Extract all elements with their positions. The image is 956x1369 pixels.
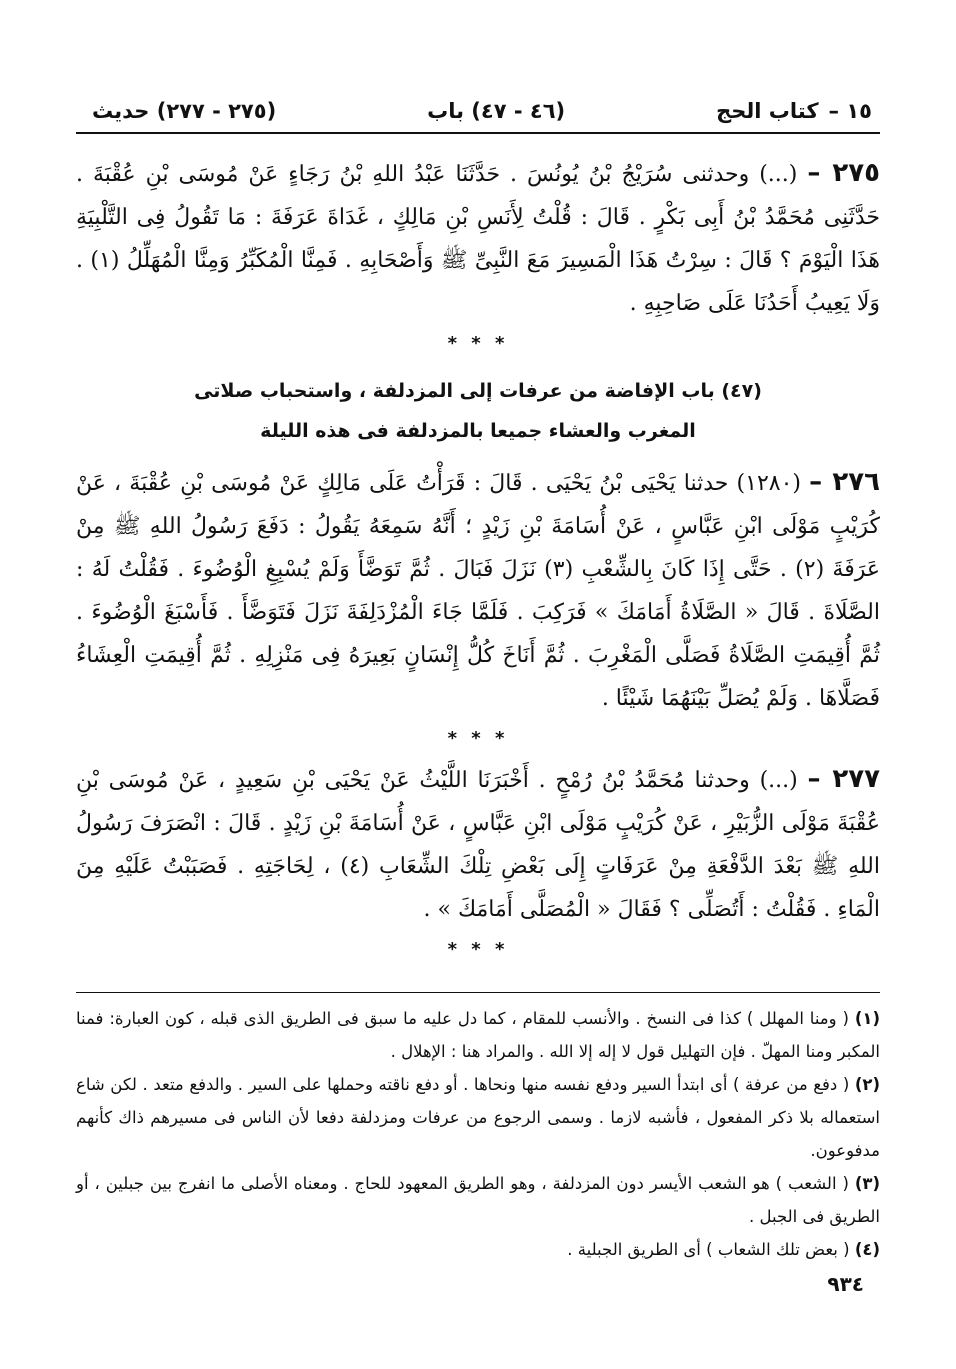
- hadith-text: (...) وحدثنا مُحَمَّدُ بْنُ رُمْحٍ . أَخْبَرَنَا اللَّيْثُ عَنْ يَحْيَى بْنِ سَعِيدٍ ، عَنْ مُوسَى بْنِ عُقْبَةَ مَوْلَى الزُّبَيْرِ ، عَنْ كُرَيْبٍ مَوْلَى ابْنِ عَبَّاسٍ ، عَنْ أُسَامَةَ بْنِ زَيْدٍ . قَالَ : انْصَرَفَ رَسُولُ اللهِ ﷺ بَعْدَ الدَّفْعَةِ مِنْ عَرَفَاتٍ إِلَى بَعْضِ تِلْكَ الشِّعَابِ (٤) ، لِحَاجَتِهِ . فَصَبَبْتُ عَلَيْهِ مِنَ الْمَاءِ . فَقُلْتُ : أَتُصَلِّى ؟ فَقَالَ « الْمُصَلَّى أَمَامَكَ » .: [76, 768, 880, 922]
- hadith-275: [76, 152, 880, 325]
- header-book-title-group: [716, 99, 872, 123]
- footnote-text: ( بعض تلك الشعاب ) أى الطريق الجبلية .: [567, 1240, 850, 1259]
- running-header: [92, 92, 872, 130]
- footnote-label: (٤): [854, 1240, 880, 1259]
- footnote-label: (٣): [854, 1174, 881, 1193]
- footnote-rule: [76, 992, 880, 993]
- chapter-heading-line-2: المغرب والعشاء جميعا بالمزدلفة فى هذه الليلة: [260, 420, 696, 442]
- header-book-title: كتاب الحج: [716, 99, 819, 123]
- header-rule: [76, 132, 880, 134]
- main-text: [76, 152, 880, 969]
- header-hadith-range: (٢٧٥ - ٢٧٧) حديث: [92, 99, 277, 123]
- chapter-heading: [116, 371, 840, 451]
- footnote-label: (١): [854, 1009, 880, 1028]
- hadith-number: ٢٧٦ –: [809, 467, 881, 497]
- hadith-number: ٢٧٧ –: [807, 764, 880, 794]
- footnote-label: (٢): [854, 1075, 880, 1094]
- section-separator: * * *: [447, 333, 509, 354]
- footnote-text: ( دفع من عرفة ) أى ابتدأ السير ودفع نفسه منها ونحاها . أو دفع ناقته وحملها على السير . والدفع متعد . لكن شاع استعماله بلا ذكر المفعول ، فأشبه لازما . وسمى الرجوع من عرفات ومزدلفة دفعا لأن الناس فى مسيرهم ذاك كأنهم مدفوعون.: [76, 1075, 880, 1160]
- footnote: [76, 1233, 880, 1266]
- section-separator: * * *: [447, 728, 509, 749]
- hadith-276: [76, 461, 880, 720]
- footnote: [76, 1068, 880, 1167]
- section-separator: * * *: [447, 939, 509, 960]
- chapter-heading-line-1: (٤٧) باب الإفاضة من عرفات إلى المزدلفة ، واستحباب صلاتى: [194, 380, 762, 402]
- page-number: ٩٣٤: [827, 1272, 864, 1296]
- hadith-text: (...) وحدثنى سُرَيْجُ بْنُ يُونُسَ . حَدَّثَنَا عَبْدُ اللهِ بْنُ رَجَاءٍ عَنْ مُوسَى بْنِ عُقْبَةَ . حَدَّثَنِى مُحَمَّدُ بْنُ أَبِى بَكْرٍ . قَالَ : قُلْتُ لِأَنَسِ بْنِ مَالِكٍ ، غَدَاةَ عَرَفَةَ : مَا تَقُولُ فِى التَّلْبِيَةِ هَذَا الْيَوْمَ ؟ قَالَ : سِرْتُ هَذَا الْمَسِيرَ مَعَ النَّبِىِّ ﷺ وَأَصْحَابِهِ . فَمِنَّا الْمُكَبِّرُ وَمِنَّا الْمُهَلِّلُ (١) . وَلَا يَعِيبُ أَحَدُنَا عَلَى صَاحِبِهِ .: [76, 162, 880, 316]
- footnote: [76, 1167, 880, 1233]
- footnotes: [76, 1002, 880, 1266]
- footnote: [76, 1002, 880, 1068]
- hadith-number: ٢٧٥ –: [807, 158, 881, 188]
- footnote-text: ( ومنا المهلل ) كذا فى النسخ . والأنسب للمقام ، كما دل عليه ما سبق فى الطريق الذى قبله ، كون العبارة: فمنا المكبر ومنا المهلّ . فإن التهليل قول لا إله إلا الله . والمراد هنا : الإهلال .: [76, 1009, 880, 1061]
- hadith-text: (١٢٨٠) حدثنا يَحْيَى بْنُ يَحْيَى . قَالَ : قَرَأْتُ عَلَى مَالِكٍ عَنْ مُوسَى بْنِ عُقْبَةَ ، عَنْ كُرَيْبٍ مَوْلَى ابْنِ عَبَّاسٍ ، عَنْ أُسَامَةَ بْنِ زَيْدٍ ؛ أَنَّهُ سَمِعَهُ يَقُولُ : دَفَعَ رَسُولُ اللهِ ﷺ مِنْ عَرَفَةَ (٢) . حَتَّى إِذَا كَانَ بِالشِّعْبِ (٣) نَزَلَ فَبَالَ . ثُمَّ تَوَضَّأَ وَلَمْ يُسْبِغِ الْوُضُوءَ . فَقُلْتُ لَهُ : الصَّلَاةَ . قَالَ « الصَّلَاةُ أَمَامَكَ » فَرَكِبَ . فَلَمَّا جَاءَ الْمُزْدَلِفَةَ نَزَلَ فَتَوَضَّأَ . فَأَسْبَغَ الْوُضُوءَ . ثُمَّ أُقِيمَتِ الصَّلَاةُ فَصَلَّى الْمَغْرِبَ . ثُمَّ أَنَاخَ كُلُّ إِنْسَانٍ بَعِيرَهُ فِى مَنْزِلِهِ . ثُمَّ أُقِيمَتِ الْعِشَاءُ فَصَلَّاهَا . وَلَمْ يُصَلِّ بَيْنَهُمَا شَيْئًا .: [76, 471, 881, 711]
- hadith-277: [76, 758, 880, 931]
- header-chapter-range: (٤٦ - ٤٧) باب: [427, 99, 566, 123]
- footnote-text: ( الشعب ) هو الشعب الأيسر دون المزدلفة ، وهو الطريق المعهود للحاج . ومعناه الأصلى ما انفرج بين جبلين ، أو الطريق فى الجبل .: [76, 1174, 880, 1226]
- header-section-number: ١٥ –: [828, 99, 872, 123]
